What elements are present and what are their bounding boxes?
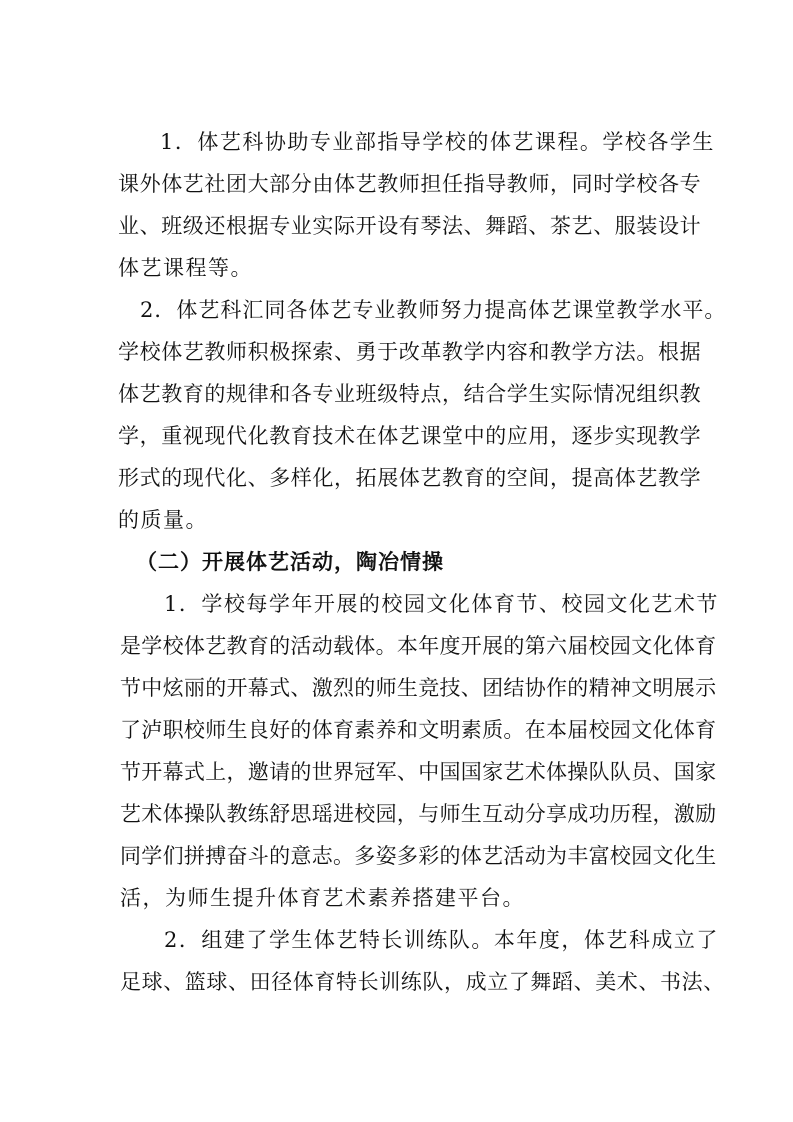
paragraph-line: 1．体艺科协助专业部指导学校的体艺课程。学校各学生 <box>160 130 715 154</box>
paragraph-line: 是学校体艺教育的活动载体。本年度开展的第六届校园文化体育 <box>120 634 717 658</box>
paragraph-line: 2．体艺科汇同各体艺专业教师努力提高体艺课堂教学水平。 <box>140 298 727 322</box>
paragraph-line: 1．学校每学年开展的校园文化体育节、校园文化艺术节 <box>164 592 719 616</box>
paragraph-line: 节开幕式上，邀请的世界冠军、中国国家艺术体操队队员、国家 <box>120 760 717 784</box>
paragraph-line: 2．组建了学生体艺特长训练队。本年度，体艺科成立了 <box>164 928 719 952</box>
paragraph-line: 的质量。 <box>118 508 208 532</box>
paragraph-line: 节中炫丽的开幕式、激烈的师生竞技、团结协作的精神文明展示 <box>120 676 717 700</box>
paragraph-line: 业、班级还根据专业实际开设有琴法、舞蹈、茶艺、服装设计 <box>118 214 702 238</box>
paragraph-line: 体艺课程等。 <box>118 256 253 280</box>
paragraph-line: 活，为师生提升体育艺术素养搭建平台。 <box>120 886 525 910</box>
paragraph-line: 艺术体操队教练舒思瑶进校园，与师生互动分享成功历程，激励 <box>120 802 717 826</box>
paragraph-line: 学，重视现代化教育技术在体艺课堂中的应用，逐步实现教学 <box>118 424 702 448</box>
paragraph-line: 体艺教育的规律和各专业班级特点，结合学生实际情况组织教 <box>118 382 702 406</box>
paragraph-line: 了泸职校师生良好的体育素养和文明素质。在本届校园文化体育 <box>120 718 717 742</box>
paragraph-line: 形式的现代化、多样化，拓展体艺教育的空间，提高体艺教学 <box>118 466 702 490</box>
paragraph-line: 足球、篮球、田径体育特长训练队，成立了舞蹈、美术、书法、 <box>120 970 725 994</box>
section-heading: （二）开展体艺活动，陶冶情操 <box>136 549 444 574</box>
paragraph-line: 同学们拼搏奋斗的意志。多姿多彩的体艺活动为丰富校园文化生 <box>120 844 717 868</box>
paragraph-line: 课外体艺社团大部分由体艺教师担任指导教师，同时学校各专 <box>118 172 702 196</box>
paragraph-line: 学校体艺教师积极探索、勇于改革教学内容和教学方法。根据 <box>118 340 702 364</box>
